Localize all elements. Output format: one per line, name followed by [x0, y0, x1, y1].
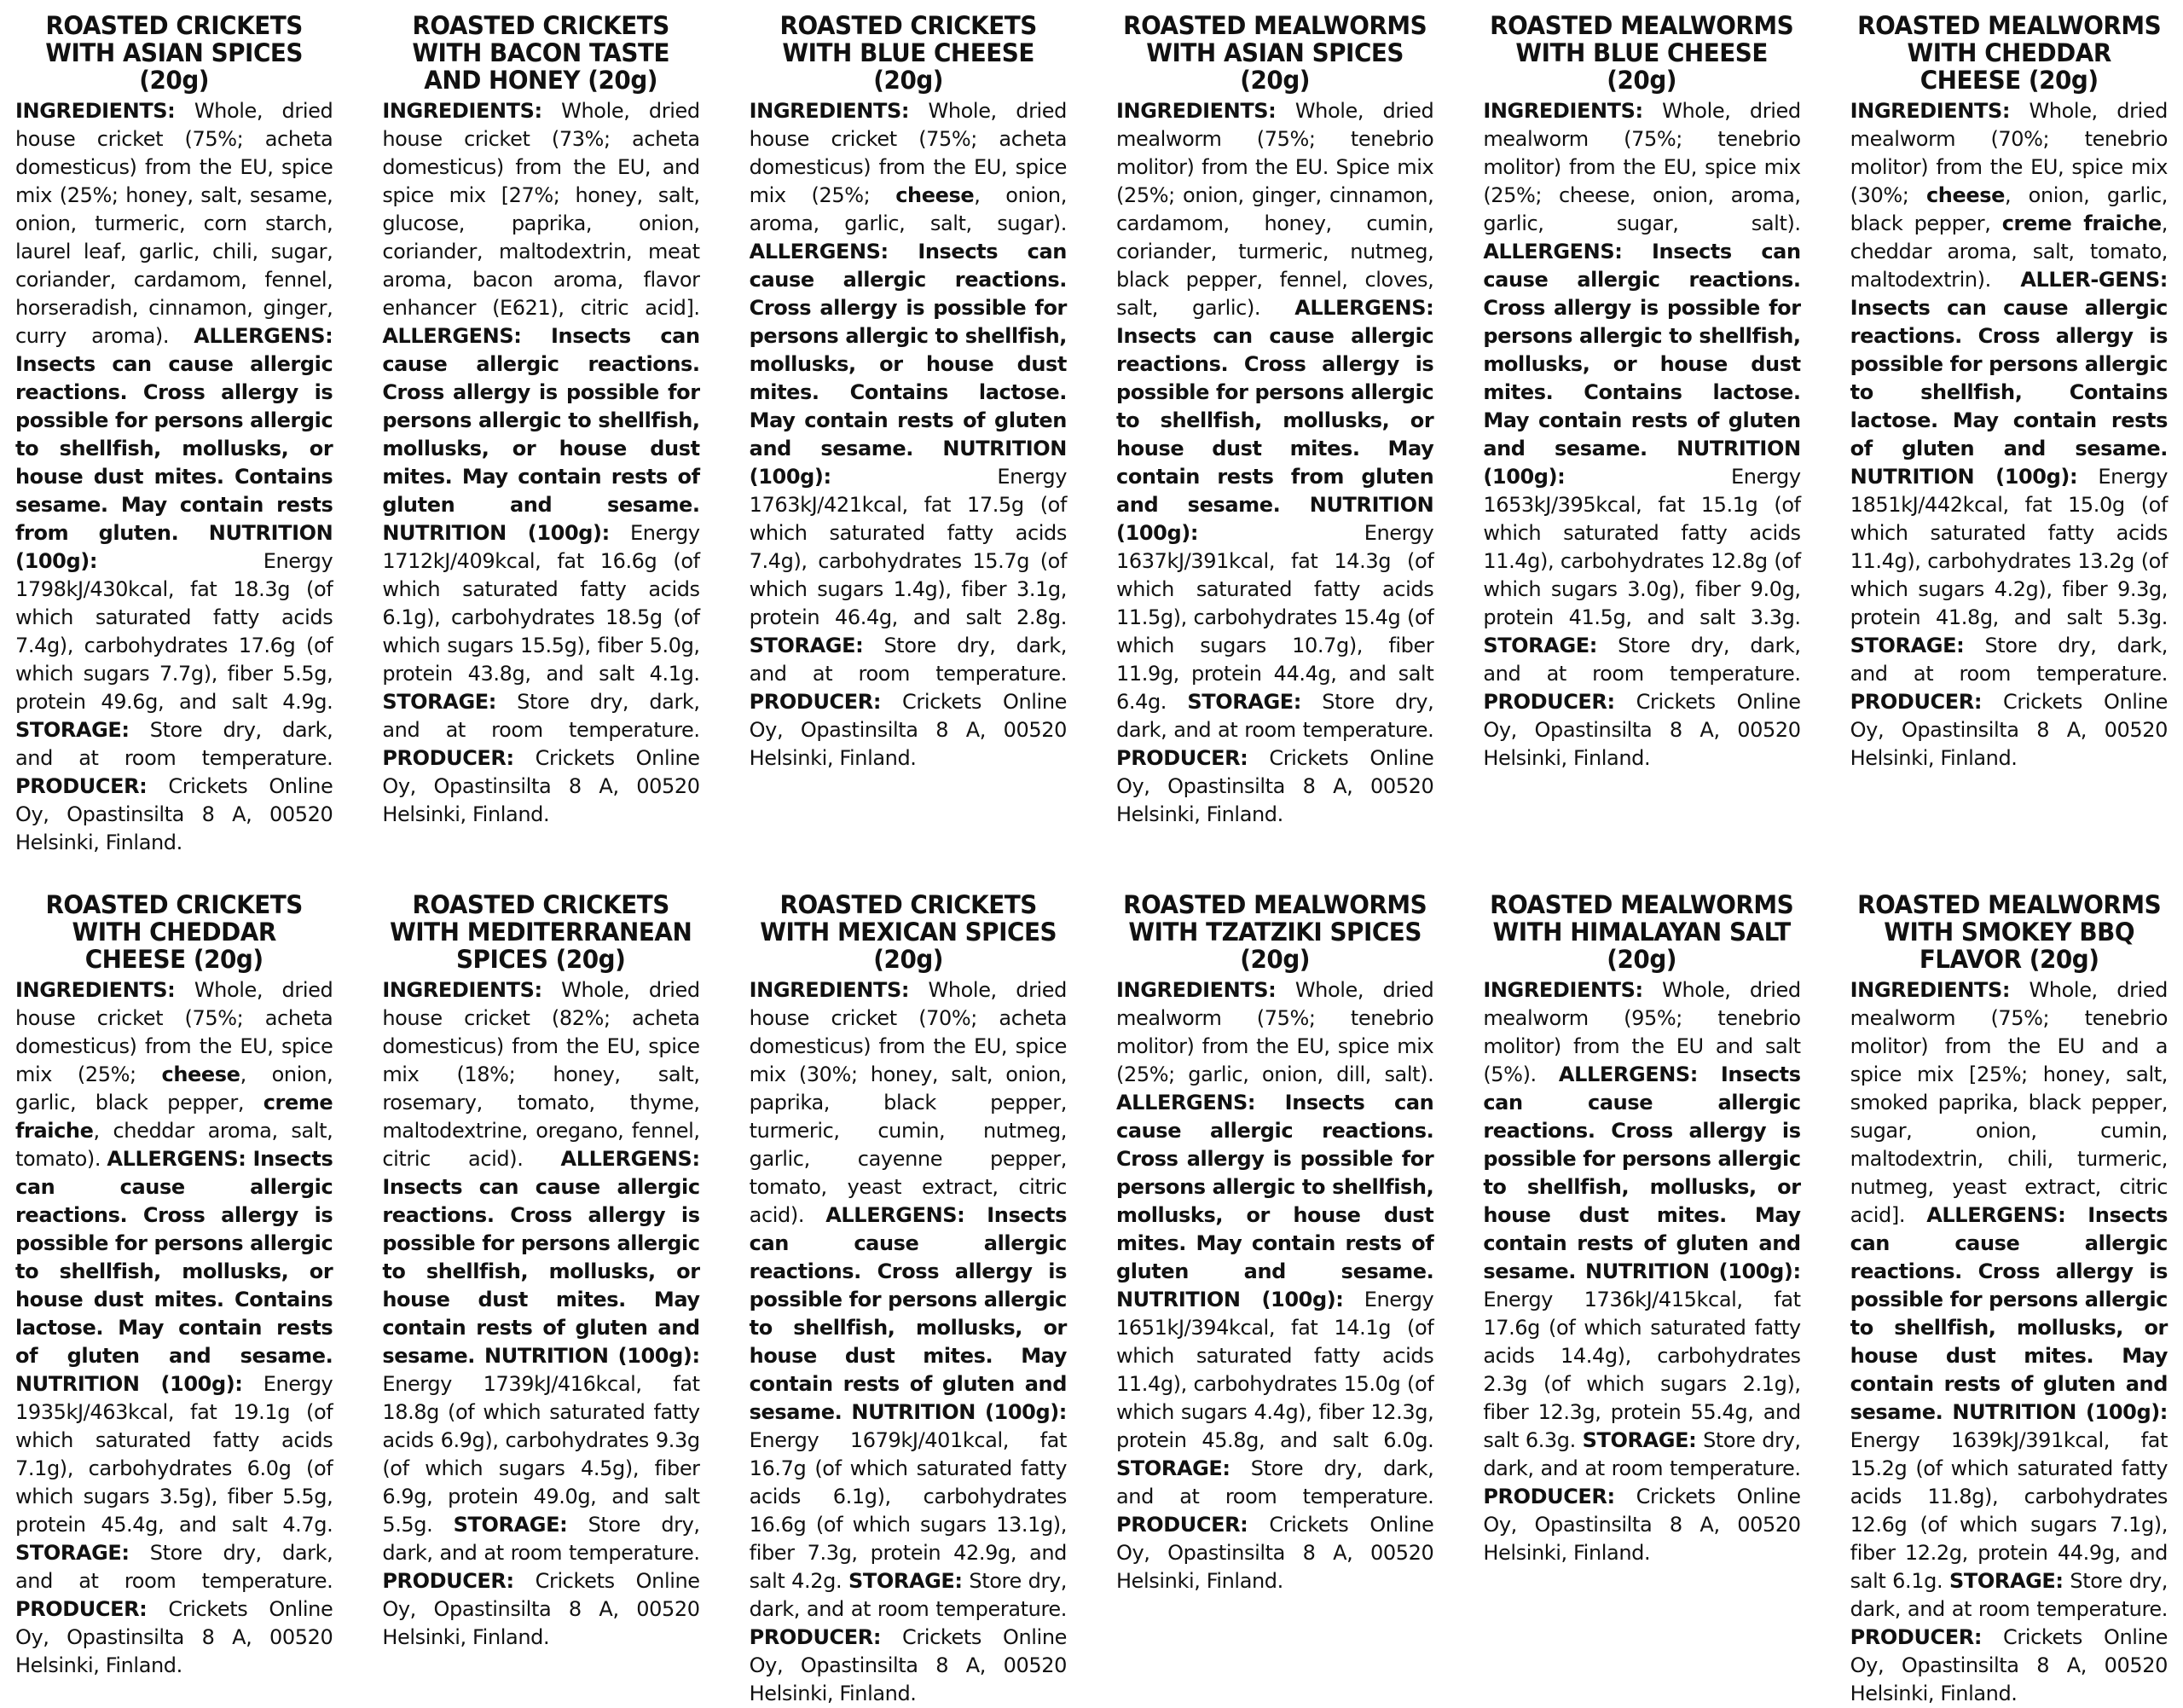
product-label — [750, 891, 1067, 1708]
text-segment: Whole, dried house cricket (75%; acheta domesticus) from the EU, spice mix (25%; honey, salt, sesame, onion, turmeric, corn starch, laurel leaf, garlic, chili, sugar, coriander, cardamom, fennel, horseradish, cinnamon, ginger, curry aroma). — [15, 99, 333, 348]
bold-text-segment: ALLERGENS: Insects can cause allergic reactions. Cross allergy is possible for persons allergic to shellfish, mollusks, or house dust mites. May contain rests of gluten and sesame. — [1483, 1062, 1801, 1283]
bold-text-segment: NUTRITION (100g): — [15, 1372, 243, 1396]
product-title: ROASTED MEALWORMS WITH BLUE CHEESE (20g) — [1490, 11, 1794, 95]
bold-text-segment: PRODUCER: — [1850, 1625, 1983, 1649]
bold-text-segment: INGREDIENTS: — [1850, 99, 2011, 123]
bold-text-segment: cheese — [1925, 183, 2005, 207]
text-segment: Crickets Online Oy, Opastinsilta 8 A, 00520 Helsinki, Finland. — [15, 1597, 333, 1677]
text-segment: Whole, dried house cricket (82%; acheta domesticus) from the EU, spice mix (18%; honey, salt, rosemary, tomato, thyme, maltodextrine, oregano, fennel, citric acid). — [382, 978, 700, 1171]
bold-text-segment: PRODUCER: — [749, 690, 882, 714]
product-description — [1116, 976, 1433, 1595]
bold-text-segment: STORAGE: — [749, 634, 864, 657]
bold-text-segment: NUTRITION (100g): — [15, 521, 333, 573]
bold-text-segment: ALLERGENS: Insects can cause allergic reactions. Cross allergy is possible for persons allergic to shellfish, mollusks, or house dust mites. May contain rests of gluten and sesame. — [1850, 1203, 2168, 1424]
bold-text-segment: STORAGE: — [1116, 1456, 1230, 1480]
text-segment: Energy 1736kJ/415kcal, fat 17.6g (of which saturated fatty acids 14.4g), carbohydrates 2.3g (of which sugars 2.1g), fiber 12.3g, protein 55.4g, and salt 6.3g. — [1483, 1288, 1801, 1452]
text-segment: , cheddar aroma, salt, tomato, maltodextrin). — [1850, 211, 2169, 292]
bold-text-segment: NUTRITION (100g): — [1943, 1400, 2168, 1424]
text-segment: Whole, dried mealworm (75%; tenebrio molitor) from the EU, spice mix (25%; garlic, onion, dill, salt). — [1116, 978, 1434, 1086]
bold-text-segment: PRODUCER: — [382, 746, 514, 770]
text-segment: Crickets Online Oy, Opastinsilta 8 A, 00520 Helsinki, Finland. — [1850, 1625, 2168, 1705]
bold-text-segment: NUTRITION (100g): — [1116, 1288, 1344, 1311]
bold-text-segment: ALLERGENS: Insects can cause allergic reactions. Cross allergy is possible for persons allergic to shellfish, mollusks, or house dust mites. Contains lactose. May contain rests of gluten and sesame. — [749, 240, 1067, 460]
product-label — [15, 891, 333, 1708]
bold-text-segment: ALLERGENS: Insects can cause allergic reactions. Cross allergy is possible for persons allergic to shellfish, mollusks, or house dust mites. Contains sesame. May contain rests from gluten. — [15, 324, 333, 545]
bold-text-segment: ALLERGENS: Insects can cause allergic reactions. Cross allergy is possible for persons allergic to shellfish, mollusks, or house dust mites. May contain rests of gluten and sesame. — [382, 324, 700, 517]
bold-text-segment: INGREDIENTS: — [15, 99, 176, 123]
bold-text-segment: INGREDIENTS: — [1850, 978, 2011, 1002]
product-description — [1850, 97, 2168, 773]
bold-text-segment: INGREDIENTS: — [749, 978, 910, 1002]
text-segment: Energy 1712kJ/409kcal, fat 16.6g (of which saturated fatty acids 6.1g), carbohydrates 18.5g (of which sugars 15.5g), fiber 5.0g, protein 43.8g, and salt 4.1g. — [382, 521, 700, 686]
bold-text-segment: NUTRITION (100g): — [1575, 1259, 1801, 1283]
bold-text-segment: INGREDIENTS: — [15, 978, 176, 1002]
product-description — [1483, 976, 1800, 1567]
text-segment: Crickets Online Oy, Opastinsilta 8 A, 00520 Helsinki, Finland. — [1483, 690, 1801, 770]
text-segment: Energy 1851kJ/442kcal, fat 15.0g (of which saturated fatty acids 11.4g), carbohydrates 13.2g (of which sugars 4.2g), fiber 9.3g, protein 41.8g, and salt 5.3g. — [1850, 465, 2168, 629]
bold-text-segment: PRODUCER: — [749, 1625, 882, 1649]
product-description — [15, 97, 333, 857]
bold-text-segment: PRODUCER: — [1116, 746, 1248, 770]
text-segment: Store dry, dark, and at room temperature. — [382, 1513, 700, 1565]
bold-text-segment: cheese — [895, 183, 975, 207]
text-segment: , cheddar aroma, salt, tomato). — [15, 1119, 333, 1171]
bold-text-segment: INGREDIENTS: — [1483, 99, 1643, 123]
product-label — [1116, 891, 1433, 1708]
text-segment: Whole, dried mealworm (75%; tenebrio molitor) from the EU. Spice mix (25%; onion, ginger, cinnamon, cardamom, honey, cumin, coriander, turmeric, nutmeg, black pepper, fennel, cloves, salt, garlic). — [1116, 99, 1434, 320]
text-segment: Whole, dried house cricket (75%; acheta domesticus) from the EU, spice mix (25%; — [749, 99, 1067, 207]
product-title: ROASTED CRICKETS WITH BLUE CHEESE (20g) — [779, 11, 1037, 95]
text-segment: Energy 1763kJ/421kcal, fat 17.5g (of which saturated fatty acids 7.4g), carbohydrates 15.7g (of which sugars 1.4g), fiber 3.1g, protein 46.4g, and salt 2.8g. — [749, 465, 1067, 629]
bold-text-segment: ALLERGENS: Insects can cause allergic reactions. Cross allergy is possible for persons allergic to shellfish, mollusks, or house dust mites. Contains lactose. May contain rests of gluten and sesame. — [15, 1147, 333, 1368]
text-segment: Whole, dried house cricket (70%; acheta domesticus) from the EU, spice mix (30%; honey, salt, onion, paprika, black pepper, turmeric, cumin, nutmeg, garlic, cayenne pepper, tomato, yeast extract, citric acid). — [749, 978, 1067, 1227]
product-title: ROASTED MEALWORMS WITH ASIAN SPICES (20g) — [1123, 11, 1427, 95]
bold-text-segment: PRODUCER: — [1116, 1513, 1248, 1537]
bold-text-segment: INGREDIENTS: — [382, 99, 542, 123]
text-segment: Store dry, dark, and at room temperature. — [749, 634, 1067, 686]
bold-text-segment: STORAGE: — [1187, 690, 1301, 714]
bold-text-segment: STORAGE: — [453, 1513, 568, 1537]
product-title: ROASTED MEALWORMS WITH CHEDDAR CHEESE (20g) — [1856, 11, 2161, 95]
text-segment: Crickets Online Oy, Opastinsilta 8 A, 00520 Helsinki, Finland. — [382, 746, 700, 826]
text-segment: Whole, dried house cricket (73%; acheta domesticus) from the EU, and spice mix [27%; honey, salt, glucose, paprika, onion, coriander, maltodextrin, meat aroma, bacon aroma, flavor enhancer (E621), citric acid]. — [382, 99, 700, 320]
product-title: ROASTED CRICKETS WITH BACON TASTE AND HONEY (20g) — [412, 11, 670, 95]
product-label — [1850, 12, 2168, 857]
text-segment: Energy 1935kJ/463kcal, fat 19.1g (of which saturated fatty acids 7.1g), carbohydrates 6.0g (of which sugars 3.5g), fiber 5.5g, protein 45.4g, and salt 4.7g. — [15, 1372, 333, 1537]
bold-text-segment: ALLERGENS: Insects can cause allergic reactions. Cross allergy is possible for persons allergic to shellfish, mollusks, or house dust mites. May contain rests of gluten and sesame. — [382, 1147, 700, 1368]
product-title: ROASTED CRICKETS WITH ASIAN SPICES (20g) — [45, 11, 304, 95]
product-title: ROASTED MEALWORMS WITH HIMALAYAN SALT (20g) — [1490, 890, 1794, 974]
text-segment: Whole, dried house cricket (75%; acheta domesticus) from the EU, spice mix (25%; — [15, 978, 333, 1086]
product-description — [15, 976, 333, 1680]
bold-text-segment: STORAGE: — [15, 718, 130, 742]
product-label — [382, 12, 699, 857]
bold-text-segment: INGREDIENTS: — [382, 978, 542, 1002]
product-title: ROASTED MEALWORMS WITH TZATZIKI SPICES (20g) — [1123, 890, 1427, 974]
text-segment: Whole, dried mealworm (75%; tenebrio molitor) from the EU and a spice mix [25%; honey, salt, smoked paprika, black pepper, sugar, onion, cumin, maltodextrin, chili, turmeric, nutmeg, yeast extract, citric acid]. — [1850, 978, 2168, 1227]
text-segment: , onion, garlic, black pepper, — [1850, 183, 2168, 235]
bold-text-segment: NUTRITION (100g): — [1850, 465, 2078, 489]
bold-text-segment: NUTRITION (100g): — [842, 1400, 1067, 1424]
text-segment: Store dry, dark, and at room temperature. — [1483, 1428, 1801, 1480]
product-label — [382, 891, 699, 1708]
bold-text-segment: PRODUCER: — [1850, 690, 1983, 714]
text-segment: Crickets Online Oy, Opastinsilta 8 A, 00520 Helsinki, Finland. — [1850, 690, 2168, 770]
bold-text-segment: ALLERGENS: Insects can cause allergic reactions. Cross allergy is possible for persons allergic to shellfish, mollusks, or house dust mites. May contain rests of gluten and sesame. — [1116, 1091, 1434, 1283]
text-segment: Store dry, dark, and at room temperature. — [1116, 690, 1434, 742]
bold-text-segment: ALLERGENS: Insects can cause allergic reactions. Cross allergy is possible for persons allergic to shellfish, mollusks, or house dust mites. Contains lactose. May contain rests of gluten and sesame. — [1483, 240, 1801, 460]
text-segment: Store dry, dark, and at room temperature. — [1116, 1456, 1434, 1508]
text-segment: , onion, aroma, garlic, salt, sugar). — [749, 183, 1067, 235]
text-segment: Store dry, dark, and at room temperature. — [1850, 1569, 2168, 1621]
bold-text-segment: PRODUCER: — [15, 1597, 148, 1621]
product-label — [15, 12, 333, 857]
bold-text-segment: NUTRITION (100g): — [1483, 437, 1801, 489]
product-label — [750, 12, 1067, 857]
text-segment: Store dry, dark, and at room temperature. — [749, 1569, 1067, 1621]
product-label — [1116, 12, 1433, 857]
bold-text-segment: STORAGE: — [1850, 634, 1965, 657]
text-segment: Store dry, dark, and at room temperature. — [1483, 634, 1801, 686]
product-description — [382, 97, 699, 829]
product-title: ROASTED MEALWORMS WITH SMOKEY BBQ FLAVOR (20g) — [1856, 890, 2161, 974]
product-description — [750, 97, 1067, 773]
product-title: ROASTED CRICKETS WITH CHEDDAR CHEESE (20g) — [45, 890, 303, 974]
bold-text-segment: ALLERGENS: Insects can cause allergic reactions. Cross allergy is possible for persons allergic to shellfish, mollusks, or house dust mites. May contain rests from gluten and sesame. — [1116, 296, 1434, 517]
text-segment: Energy 1653kJ/395kcal, fat 15.1g (of which saturated fatty acids 11.4g), carbohydrates 12.8g (of which sugars 3.0g), fiber 9.0g, protein 41.5g, and salt 3.3g. — [1483, 465, 1801, 629]
product-description — [1116, 97, 1433, 829]
bold-text-segment: INGREDIENTS: — [1483, 978, 1643, 1002]
text-segment: Crickets Online Oy, Opastinsilta 8 A, 00520 Helsinki, Finland. — [1116, 746, 1434, 826]
text-segment: Crickets Online Oy, Opastinsilta 8 A, 00520 Helsinki, Finland. — [382, 1569, 700, 1649]
text-segment: Energy 1639kJ/391kcal, fat 15.2g (of which saturated fatty acids 11.8g), carbohydrates 12.6g (of which sugars 7.1g), fiber 12.2g, protein 44.9g, and salt 6.1g. — [1850, 1428, 2168, 1593]
bold-text-segment: creme fraiche — [2001, 211, 2162, 235]
product-title: ROASTED CRICKETS WITH MEDITERRANEAN SPICES (20g) — [390, 890, 692, 974]
bold-text-segment: STORAGE: — [1483, 634, 1597, 657]
text-segment: Energy 1798kJ/430kcal, fat 18.3g (of which saturated fatty acids 7.4g), carbohydrates 17.6g (of which sugars 7.7g), fiber 5.5g, protein 49.6g, and salt 4.9g. — [15, 549, 333, 714]
product-description — [750, 976, 1067, 1708]
bold-text-segment: INGREDIENTS: — [1116, 978, 1277, 1002]
bold-text-segment: NUTRITION (100g): — [474, 1344, 700, 1368]
bold-text-segment: STORAGE: — [1949, 1569, 2064, 1593]
text-segment: Crickets Online Oy, Opastinsilta 8 A, 00520 Helsinki, Finland. — [1483, 1485, 1801, 1565]
text-segment: Crickets Online Oy, Opastinsilta 8 A, 00520 Helsinki, Finland. — [749, 1625, 1067, 1705]
text-segment: Whole, dried mealworm (70%; tenebrio molitor) from the EU, spice mix (30%; — [1850, 99, 2168, 207]
text-segment: Store dry, dark, and at room temperature. — [1850, 634, 2168, 686]
text-segment: Crickets Online Oy, Opastinsilta 8 A, 00520 Helsinki, Finland. — [1116, 1513, 1434, 1593]
bold-text-segment: PRODUCER: — [15, 774, 148, 798]
bold-text-segment: STORAGE: — [1582, 1428, 1697, 1452]
product-title: ROASTED CRICKETS WITH MEXICAN SPICES (20g) — [759, 890, 1057, 974]
text-segment: Energy 1651kJ/394kcal, fat 14.1g (of which saturated fatty acids 11.4g), carbohydrates 15.0g (of which sugars 4.4g), fiber 12.3g, protein 45.8g, and salt 6.0g. — [1116, 1288, 1434, 1452]
product-description — [1850, 976, 2168, 1708]
text-segment: , onion, garlic, black pepper, — [15, 1062, 333, 1115]
bold-text-segment: cheese — [161, 1062, 240, 1086]
bold-text-segment: STORAGE: — [848, 1569, 963, 1593]
text-segment: Whole, dried mealworm (75%; tenebrio molitor) from the EU, spice mix (25%; cheese, onion, aroma, garlic, sugar, salt). — [1483, 99, 1801, 235]
text-segment: Crickets Online Oy, Opastinsilta 8 A, 00520 Helsinki, Finland. — [749, 690, 1067, 770]
bold-text-segment: PRODUCER: — [382, 1569, 514, 1593]
bold-text-segment: NUTRITION (100g): — [749, 437, 1067, 489]
product-label — [1850, 891, 2168, 1708]
bold-text-segment: STORAGE: — [382, 690, 496, 714]
bold-text-segment: ALLER-GENS: Insects can cause allergic reactions. Cross allergy is possible for persons allergic to shellfish, Contains lactose. May contain rests of gluten and sesame. — [1850, 268, 2168, 460]
product-description — [382, 976, 699, 1652]
text-segment: Whole, dried mealworm (95%; tenebrio molitor) from the EU and salt (5%). — [1483, 978, 1801, 1086]
bold-text-segment: STORAGE: — [15, 1541, 130, 1565]
text-segment: Store dry, dark, and at room temperature. — [15, 1541, 333, 1593]
text-segment: Store dry, dark, and at room temperature. — [382, 690, 700, 742]
bold-text-segment: INGREDIENTS: — [1116, 99, 1277, 123]
bold-text-segment: NUTRITION (100g): — [1116, 493, 1434, 545]
bold-text-segment: creme fraiche — [15, 1091, 333, 1143]
bold-text-segment: NUTRITION (100g): — [382, 521, 610, 545]
bold-text-segment: PRODUCER: — [1483, 690, 1615, 714]
bold-text-segment: INGREDIENTS: — [749, 99, 910, 123]
text-segment: Energy 1739kJ/416kcal, fat 18.8g (of which saturated fatty acids 6.9g), carbohydrates 9.3g (of which sugars 4.5g), fiber 6.9g, protein 49.0g, and salt 5.5g. — [382, 1372, 700, 1537]
product-label — [1483, 12, 1800, 857]
text-segment: Energy 1679kJ/401kcal, fat 16.7g (of which saturated fatty acids 6.1g), carbohydrates 16.6g (of which sugars 13.1g), fiber 7.3g, protein 42.9g, and salt 4.2g. — [749, 1428, 1067, 1593]
text-segment: Store dry, dark, and at room temperature. — [15, 718, 333, 770]
bold-text-segment: ALLERGENS: Insects can cause allergic reactions. Cross allergy is possible for persons allergic to shellfish, mollusks, or house dust mites. May contain rests of gluten and sesame. — [749, 1203, 1067, 1424]
text-segment: Energy 1637kJ/391kcal, fat 14.3g (of which saturated fatty acids 11.5g), carbohydrates 15.4g (of which sugars 10.7g), fiber 11.9g, protein 44.4g, and salt 6.4g. — [1116, 521, 1434, 714]
product-label — [1483, 891, 1800, 1708]
bold-text-segment: PRODUCER: — [1483, 1485, 1615, 1508]
text-segment: Crickets Online Oy, Opastinsilta 8 A, 00520 Helsinki, Finland. — [15, 774, 333, 854]
product-description — [1483, 97, 1800, 773]
